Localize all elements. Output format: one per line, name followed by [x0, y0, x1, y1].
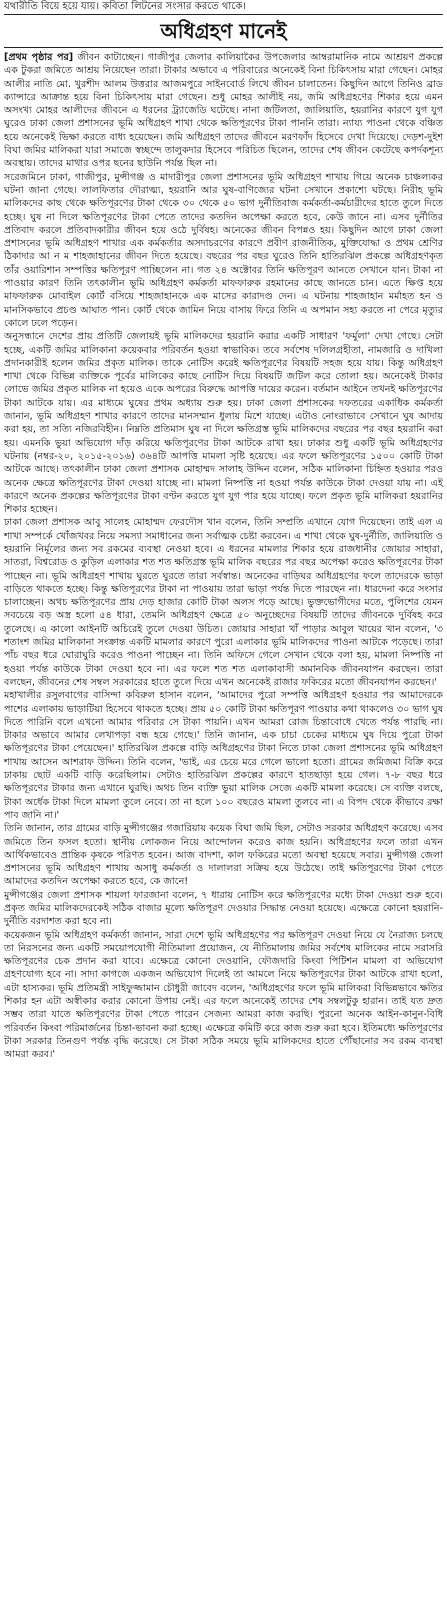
- article-paragraph: ঢাকা জেলা প্রশাসক আবু সালেহ মোহাম্মদ ফেরদৌস খান বলেন, তিনি সম্প্রতি এখানে যোগ দিয়েছেন। তাই এল এ শাখা সম্পর্কে খোঁজখবর নিয়ে সমস্যা সমাধানের জন্য সর্বাত্মক চেষ্টা করবেন। এ শাখা থেকে ঘুষ-দুর্নীতি, জালিয়াতি ও হয়রানি নির্মূলের জন্য সব রকমের ব্যবস্থা নেওয়া হবে। এ ধরনের মামলার শিকার হয়ে রাজধানীর জোয়ার সাহারা, সাতরা, বিশ্বরোড ও কুড়িল এলাকার শত শত ক্ষতিগ্রস্ত ভূমি মালিক বছরের পর বছর অপেক্ষা করেও ক্ষতিপূরণের টাকা পাচ্ছেন না। ভূমি অধিগ্রহণ শাখায় ঘুরতে ঘুরতে তারা সর্বস্বান্ত। অনেকের বাড়িঘর অধিগ্রহণের ফলে তাদেরকে ভাড়া বাড়িতে থাকতে হচ্ছে। কিন্তু ক্ষতিপূরণের টাকা না পাওয়ায় তারা ভাড়া পর্যন্ত দিতে পারছেন না। ধারদেনা করে সংসার চালাচ্ছেন। অথচ ক্ষতিপূরণের প্রায় দেড় হাজার কোটি টাকা অলস পড়ে আছে। ভুক্তভোগীদের মতে, পুলিশের যেমন সবচেয়ে বড় অস্ত্র হলো ৫৪ ধারা, তেমনি অধিগ্রহণ ক্ষেত্রে ৫০ অনুচ্ছেদের বিষয়টি তাদের জীবনকে দুর্বিষহ করে তুলেছে। এ কালো আইনটি অচিরেই তুলে দেওয়া উচিত। জোয়ার সাহারা খাঁ পাড়ার আবুল খায়ের খান বলেন, '৩ শতাংশ জমির মালিকানা সংক্রান্ত একটি মামলার কারণে পুরো এলাকার ভূমি মালিকদের পাওনা আটকে পড়েছে। তারা পাঁচ বছর ধরে ঘোরাঘুরি করেও পাওনা পাচ্ছেন না। তিনি অফিসে গেলে সেখান থেকে বলা হয়, মামলা নিষ্পত্তি না হওয়া পর্যন্ত কাউকে টাকা দেওয়া হবে না। এর ফলে শত শত এলাকাবাসী অমানবিক জীবনযাপন করছেন। তারা বলছেন, জীবনের শেষ সম্বল সরকারের হাতে তুলে দিয়ে এখন অনেকেই রাজার ফকিরের মতো জীবনযাপন করছেন।': [4, 517, 443, 688]
- page-title: অধিগ্রহণ মানেই: [160, 19, 287, 43]
- paragraph-text: জীবন কাটাচ্ছেন। গাজীপুর জেলার কালিয়াকৈর উপজেলার আম্বরামানিক নামে আশ্রয়ণ প্রকল্পে এক টুকরা জমিতে আশ্রয় নিয়েছেন তারা। টাকার অভাবে এ পরিবারের অনেকেই বিনা চিকিৎসায় মারা গেছেন। মোহর আলীর নাতি মো. খুরশীদ আলম উত্তরার আজমপুরে সাইনবোর্ড লিখে জীবন চালাতেন। কিছুদিন আগে তিনিও ব্রাড ক্যান্সারে আক্রান্ত হয়ে বিনা চিকিৎসায় মারা গেছেন। শুধু মোহর আলীই নয়, জমি অধিগ্রহণের শিকার হয়ে এমন অসংখ্য মোহর আলীদের জীবনে এ ধরনের ট্র্যাজেডি ঘটেছে। নানা জটিলতা, জালিয়াতি, হয়রানির কারণে যুগ যুগ ঘুরেও ঢাকা জেলা প্রশাসনের ভূমি অধিগ্রহণ শাখা থেকে ক্ষতিপূরণের টাকা পাননি তারা। ন্যায্য পাওনা থেকে বঞ্চিত হয়ে অনেকেই ভিক্ষা করতে বাধ্য হয়েছেন। জমি অধিগ্রহণ তাদের জীবনে মরণফাঁদ হিসেবে দেখা দিয়েছে। দেড়শ-দুইশ বিঘা জমির মালিকরা যারা সমাজে স্বচ্ছন্দে তালুকদার হিসেবে পরিচিত ছিলেন, তাদের শেষ জীবন কেটেছে কপর্দকশূন্য অবস্থায়। তাদের মাথার ওপর ছনের ছাউনি পর্যন্ত ছিল না।: [4, 52, 443, 170]
- dateline: [প্রথম পৃষ্ঠার পর]: [4, 52, 74, 63]
- divider: [4, 14, 443, 15]
- article-paragraph: সরেজমিনে ঢাকা, গাজীপুর, মুন্সীগঞ্জ ও মাদারীপুর জেলা প্রশাসনের ভূমি অধিগ্রহণ শাখায় গিয়ে অনেক চাঞ্চল্যকর ঘটনা জানা গেছে। লালফিতার দৌরাত্ম্য, হয়রানি আর ঘুষ-বাণিজ্যের ঘটনা সেখানে প্রকাশ্যে ঘটছে। নিরীহ ভূমি মালিকদের কাছ থেকে ক্ষতিপূরণের টাকা থেকে ৩০ থেকে ৫০ ভাগ দুর্নীতিবাজ কর্মকর্তা-কর্মচারীদের হাতে তুলে দিতে হচ্ছে। ঘুষ না দিলে ক্ষতিপূরণের টাকা পেতে তাদের কতদিন অপেক্ষা করতে হবে, কেউ জানে না। এসব দুর্নীতির প্রতিবাদ করলে প্রতিবাদকারীর জীবন হয়ে ওঠে দুর্বিষহ। অনেকের জীবন বিপন্নও হয়। কিছুদিন আগে ঢাকা জেলা প্রশাসনের ভূমি অধিগ্রহণ শাখার এক কর্মকর্তার অসদাচরণের কারণে প্রবীণ রাজনীতিক, মুক্তিযোদ্ধা ও প্রথম শ্রেণির ঠিকাদার আ ন ম শাহজাহানের জীবন দিতে হয়েছে। বছরের পর বছর ঘুরেও তিনি হাতিরঝিল প্রকল্পে অধিগ্রহণকৃত তাঁর ওয়ারিশান সম্পত্তির ক্ষতিপূরণ পাচ্ছিলেন না। গত ২৪ অক্টোবর তিনি ক্ষতিপূরণ আনতে সেখানে যান। টাকা না পাওয়ার কারণ তিনি তৎকালীন ভূমি অধিগ্রহণ কর্মকর্তা মাফফারুক রহমানের কাছে জানতে চান। এতে ক্ষিপ্ত হয়ে মাফফারুক মোবাইল কোর্ট বসিয়ে শাহজাহানকে এক মাসের কারাদণ্ড দেন। এ ঘটনায় শাহজাহান মর্মাহত হন ও মানসিকভাবে প্রচণ্ড আঘাত পান। কোর্ট থেকে জামিন নিয়ে বাসায় ফিরে তিনি এ অপমান সহ্য করতে না পেরে মৃত্যুর কোলে ঢলে পড়েন।: [4, 171, 443, 329]
- previous-article-tail: যথারীতি বিয়ে হয়ে যায়। কবিতা লিটনের সংসার করতে থাকে।: [4, 1, 246, 12]
- article-paragraph: মুন্সীগঞ্জের জেলা প্রশাসক শায়লা ফারজানা বলেন, ৭ ধারায় নোটিস করে ক্ষতিপূরণের মধ্যে টাকা দেওয়া শুরু হবে। প্রকৃত জমির মালিকদেরকেই সঠিক বাজার মূল্যে ক্ষতিপূরণ দেওয়ার সিদ্ধান্ত নেওয়া হয়েছে। এক্ষেত্রে কোনো হয়রানি-দুর্নীতি বরদাশত করা হবে না।: [4, 889, 443, 928]
- article-paragraph: তিনি জানান, তার গ্রামের বাড়ি মুন্সীগঞ্জের গজারিয়ায় কয়েক বিঘা জমি ছিল, সেটাও সরকার অধিগ্রহণ করেছে। এসব জমিতে তিন ফসল হতো। স্থানীয় লোকজন নিয়ে আন্দোলন করেও কাজ হয়নি। অধিগ্রহণের ফলে তারা এখন আর্থিকভাবেও প্রান্তিক কৃষকে পরিণত হবেন। আজ বাদশা, কাল ফকিরের মতো অবস্থা হয়েছে সবার। মুন্সীগঞ্জ জেলা প্রশাসনের ভূমি অধিগ্রহণ শাখায় অসাধু কর্মকর্তা ও দালালরা সক্রিয় হয়ে উঠেছে। তাই ক্ষতিপূরণের টাকা পেতে আমাদের কতদিন অপেক্ষা করতে হবে, কে জানে!: [4, 823, 443, 888]
- article-paragraph: কয়েকজন ভূমি অধিগ্রহণ কর্মকর্তা জানান, সারা দেশে ভূমি অধিগ্রহণের পর ক্ষতিপূরণ দেওয়া নিয়ে যে নৈরাজ্য চলছে তা নিরসনের জন্য একটি সময়োপযোগী নীতিমালা প্রয়োজন, যে নীতিমালায় জমির সর্বশেষ মালিকের নামে সরাসরি ক্ষতিপূরণের চেক প্রদান করা যাবে। এক্ষেত্রে কোনো দেওয়ানি, ফৌজদারি কিংবা পিটিশন মামলা বা অভিযোগ গ্রহণযোগ্য হবে না। সাদা কাগজে একজন অভিযোগ দিলেই তা আমলে নিয়ে ক্ষতিপূরণের টাকা আটকে রাখা হলো, এটা হাস্যকর। ভূমি প্রতিমন্ত্রী সাইফুজ্জামান চৌধুরী জাবেদ বলেন, 'অধিগ্রহণের ফলে ভূমি মালিকরা বিভিন্নভাবে ক্ষতির শিকার হন এটা অস্বীকার করার কোনো উপায় নেই। এর ফলে অনেকেই তাদের শেষ সম্বলটুকু হারান। তাই যত দ্রুত সম্ভব তারা যাতে ক্ষতিপূরণের টাকা পেতে পারেন সেজন্য আমরা কাজ করছি। পুরনো অনেক আইন-কানুন-বিধি পরিবর্তন কিংবা পরিমার্জনের চিন্তা-ভাবনা করা হচ্ছে। এক্ষেত্রে কমিটি করে কাজ শুরু করা হবে। ইতিমধ্যে ক্ষতিপূরণের টাকা সরকার তিনগুণ পর্যন্ত বৃদ্ধি করেছে। সে টাকা সঠিক সময়ে ভূমি মালিকদের হাতে পৌঁছানোর সব রকম ব্যবস্থা আমরা করব।': [4, 929, 443, 1061]
- article-paragraph: অনুসন্ধানে দেশের প্রায় প্রতিটি জেলায়ই ভূমি মালিকদের হয়রানি করার একটি সাধারণ 'ফর্মুলা' দেখা গেছে। সেটা হচ্ছে, একটি জমির মালিকানা কয়েকবার পরিবর্তন হওয়া স্বাভাবিক। তবে সর্বশেষ দলিলগ্রহীতা, নামজারি ও দাখিলা প্রদানকারীই হলেন জমির প্রকৃত মালিক। তাকে নোটিস করেই ক্ষতিপূরণের বিষয়টি সহজ হয়ে যায়। কিন্তু অধিগ্রহণ শাখা থেকে বিভিন্ন ব্যক্তিকে পূর্বের মালিকের কাছে নোটিস দিয়ে বিষয়টি জটিল করে তোলা হয়। অনেকেই টাকার লোভে জমির প্রকৃত মালিক না হয়েও একে অপরের বিরুদ্ধে আপত্তি দায়ের করেন। বর্তমান আইনে তখনই ক্ষতিপূরণের টাকা আটকে যায়। এর মাধ্যমে ঘুষের প্রথম অধ্যায় শুরু হয়। ঢাকা জেলা প্রশাসকের দফতরের একাধিক কর্মকর্তা জানান, ভূমি অধিগ্রহণ শাখার কারণে তাদের মানসম্মান ধুলায় মিশে যাচ্ছে। এটাও নোংরাভাবে সেখানে ঘুষ আদায় করা হয়, তা সত্যি নজিরবিহীন। নিম্নতি প্রতিমাস ঘুষ না দিলে ক্ষতিগ্রস্ত ভূমি মালিকদের বছরের পর বছর হয়রানি করা হয়। এমনকি ভুয়া অভিযোগ দাঁড় করিয়ে ক্ষতিপূরণের টাকা আটকে রাখা হয়। ঢাকার শুধু একটি ভূমি অধিগ্রহণের ঘটনায় (নম্বর-২০, ২০১৫-২০১৬) ৩৬৪টি আপত্তি মামলা সৃষ্টি হয়েছে। এর ফলে ক্ষতিপূরণের ১৫০০ কোটি টাকা আটকে আছে। তৎকালীন ঢাকা জেলা প্রশাসক মোহাম্মদ সালাহ উদ্দিন বলেন, সঠিক মালিকানা চিহ্নিত হওয়ার পরও অনেক ক্ষেত্রে ক্ষতিপূরণের টাকা দেওয়া যাচ্ছে না। মামলা নিষ্পত্তি না হওয়া পর্যন্ত কাউকে টাকা দেওয়া যায় না। এই কারণে অনেক প্রকল্পের ক্ষতিপূরণের টাকা বণ্টন করতে যুগ যুগ পার হয়ে যাচ্ছে। ফলে প্রকৃত ভূমি মালিকরা হয়রানির শিকার হচ্ছেন।: [4, 331, 443, 516]
- article-paragraph: [4, 47, 443, 171]
- article-paragraph: মহাখালীর রসুলবাগের বাসিন্দা কবিরুল হাসান বলেন, 'আমাদের পুরো সম্পত্তি অধিগ্রহণ হওয়ার পর আমাদেরকে পাশের এলাকায় ভাড়াটিয়া হিসেবে থাকতে হচ্ছে। প্রায় ৫০ কোটি টাকা ক্ষতিপূরণ পাওয়ার কথা থাকলেও ৩০ ভাগ ঘুষ দিতে পারিনি বলে এখনো আমার পরিবার সে টাকা পায়নি। এখন আমরা রোজ চিন্তাবোধে খেতে পর্যন্ত পারছি না। টাকার অভাবে আমার লেখাপড়া বন্ধ হয়ে গেছে।' তিনি জানান, এক চাচা চেকের মাধ্যমে ঘুষ দিয়ে পুরো টাকা ক্ষতিপূরণের টাকা পেয়েছেন।' হাতিরঝিল প্রকল্পে বাড়ি অধিগ্রহণের টাকা নিতে ঢাকা জেলা প্রশাসনের ভূমি অধিগ্রহণ শাখায় আসেন আশরাফ উদ্দিন। তিনি বলেন, 'ভাই, এর চেয়ে মরে গেলে ভালো হতো। গ্রামের জমিজমা বিক্রি করে ঢাকায় ছোট একটি বাড়ি করেছিলাম। সেটাও হাতিরঝিল প্রকল্পের কারণে হাতছাড়া হয়ে গেল। ৭-৮ বছর ধরে ক্ষতিপূরণের টাকার জন্য এখানে ঘুরছি। অথচ তিন ব্যক্তি ভুয়া মালিক সেজে একটি মামলা করেছে। সে ব্যক্তি বলছে, টাকা অর্ধেক টাকা দিলে মামলা তুলে নেবে। তা না হলে ১০০ বছরেও মামলা তুলবে না। এ বিপদ থেকে কীভাবে রক্ষা পাব জানি না।': [4, 690, 443, 821]
